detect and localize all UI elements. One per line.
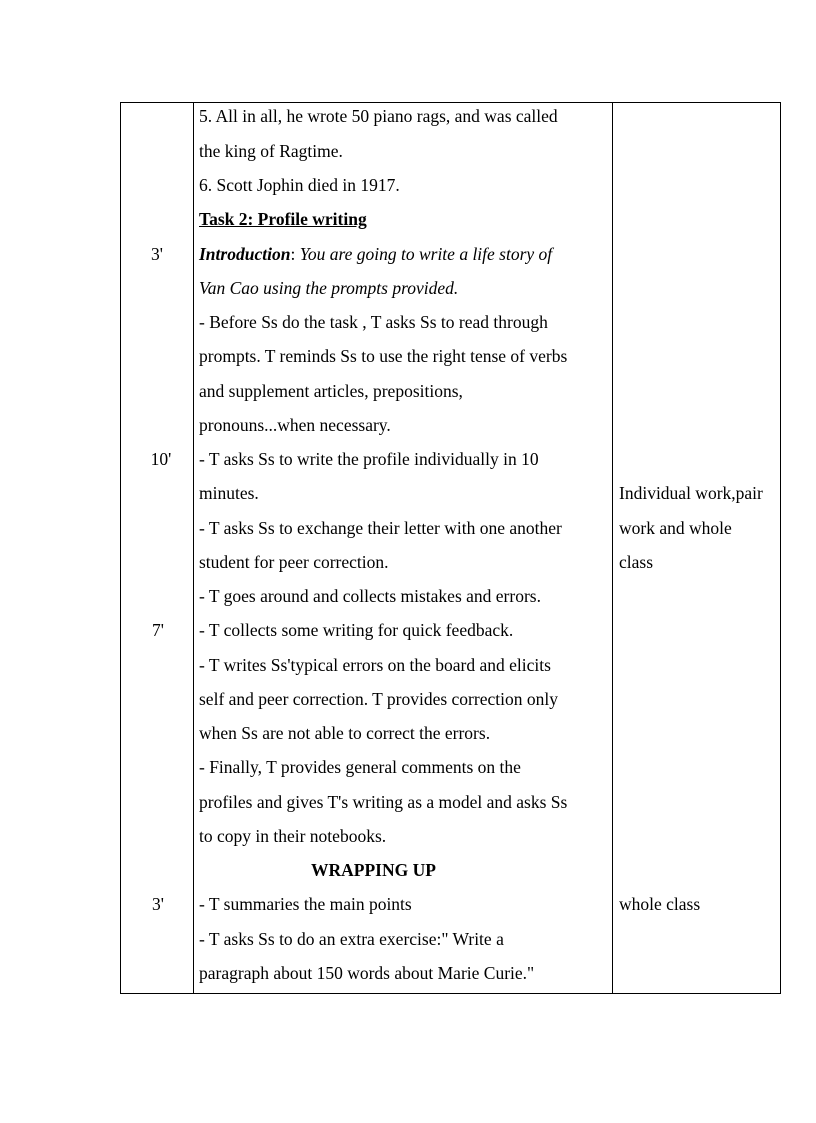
activity-line-21: to copy in their notebooks. <box>199 826 387 846</box>
introduction-label: Introduction <box>199 244 291 264</box>
activity-line-2: the king of Ragtime. <box>199 141 343 161</box>
activity-line-24: - T asks Ss to do an extra exercise:" Write a <box>199 929 504 949</box>
wrapping-up-heading: WRAPPING UP <box>311 860 436 880</box>
activity-line-17: self and peer correction. T provides correction only <box>199 689 558 709</box>
interaction-line-4: whole class <box>619 894 701 914</box>
interaction-line-3: class <box>619 552 654 572</box>
activity-line-10: - T asks Ss to write the profile individually in 10 <box>199 449 539 469</box>
activity-line-19: - Finally, T provides general comments on the <box>199 757 521 777</box>
interaction-line-2: work and whole <box>619 518 732 538</box>
activity-line-6: - Before Ss do the task , T asks Ss to read through <box>199 312 548 332</box>
activity-line-20: profiles and gives T's writing as a model and asks Ss <box>199 792 568 812</box>
interaction-line-1: Individual work,pair <box>619 483 763 503</box>
time-writing: 10' <box>150 449 172 469</box>
activity-line-1: 5. All in all, he wrote 50 piano rags, and was called <box>199 106 558 126</box>
column-divider-interaction <box>612 103 613 993</box>
time-feedback: 7' <box>152 620 164 640</box>
activity-line-7: prompts. T reminds Ss to use the right tense of verbs <box>199 346 568 366</box>
introduction-colon: : <box>290 244 300 264</box>
task-heading: Task 2: Profile writing <box>199 209 367 229</box>
time-task2: 3' <box>151 244 163 264</box>
column-divider-time <box>193 103 194 993</box>
activity-line-23: - T summaries the main points <box>199 894 412 914</box>
activity-line-14: - T goes around and collects mistakes and errors. <box>199 586 541 606</box>
introduction-text-1: You are going to write a life story of <box>299 244 553 264</box>
activity-line-25: paragraph about 150 words about Marie Curie." <box>199 963 535 983</box>
activity-line-13: student for peer correction. <box>199 552 389 572</box>
activity-line-15: - T collects some writing for quick feedback. <box>199 620 514 640</box>
time-wrapping-up: 3' <box>152 894 164 914</box>
introduction-text-2: Van Cao using the prompts provided. <box>199 278 459 298</box>
lesson-table <box>120 102 781 994</box>
activity-line-3: 6. Scott Jophin died in 1917. <box>199 175 400 195</box>
introduction-line <box>199 244 552 264</box>
activity-line-18: when Ss are not able to correct the errors. <box>199 723 491 743</box>
activity-line-16: - T writes Ss'typical errors on the board and elicits <box>199 655 551 675</box>
activity-line-11: minutes. <box>199 483 259 503</box>
activity-line-9: pronouns...when necessary. <box>199 415 391 435</box>
activity-line-12: - T asks Ss to exchange their letter with one another <box>199 518 562 538</box>
activity-line-8: and supplement articles, prepositions, <box>199 381 463 401</box>
